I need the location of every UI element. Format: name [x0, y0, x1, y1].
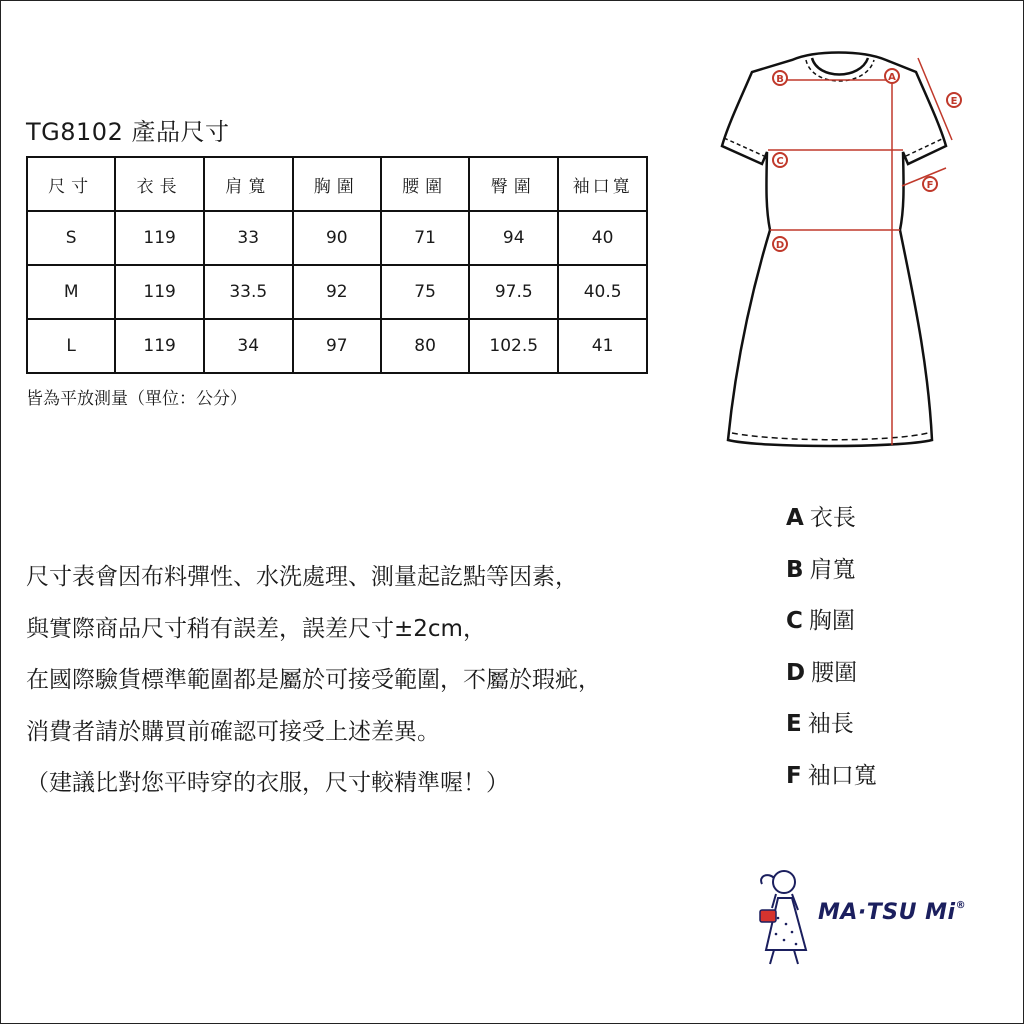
marker-a	[885, 69, 899, 83]
cell-chest: 97	[293, 319, 381, 373]
cell-length: 119	[115, 265, 204, 319]
cell-size: S	[27, 211, 115, 265]
disclaimer-line: 與實際商品尺寸稍有誤差，誤差尺寸±2cm，	[26, 615, 486, 642]
legend-key: A	[786, 505, 804, 531]
legend-key: D	[786, 659, 806, 686]
legend-item	[786, 756, 877, 808]
cell-hip: 102.5	[469, 319, 558, 373]
svg-text:E: E	[950, 96, 958, 107]
marker-d	[773, 237, 787, 251]
marker-b	[773, 71, 787, 85]
disclaimer-paragraph	[26, 556, 746, 814]
header-shoulder: 肩寬	[204, 157, 293, 211]
cell-cuff: 41	[558, 319, 647, 373]
legend-label: 袖長	[807, 711, 854, 737]
legend-item	[786, 653, 877, 705]
legend-key: B	[786, 556, 804, 583]
legend-label: 肩寬	[809, 556, 856, 583]
legend-key: C	[786, 608, 803, 634]
legend-label: 腰圍	[811, 659, 858, 686]
legend-key: E	[786, 711, 802, 737]
cell-cuff: 40.5	[558, 265, 647, 319]
svg-text:F: F	[926, 180, 934, 191]
cell-hip: 97.5	[469, 265, 558, 319]
legend-label: 胸圍	[808, 608, 855, 634]
legend-item	[786, 498, 877, 550]
cell-waist: 80	[381, 319, 469, 373]
header-cuff: 袖口寬	[558, 157, 647, 211]
cell-waist: 71	[381, 211, 469, 265]
table-row	[27, 319, 647, 373]
disclaimer-line: 消費者請於購買前確認可接受上述差異。	[26, 718, 440, 745]
table-row	[27, 265, 647, 319]
disclaimer-line: 在國際驗貨標準範圍都是屬於可接受範圍，不屬於瑕疵，	[26, 667, 601, 693]
cell-length: 119	[115, 319, 204, 373]
measurement-legend	[786, 498, 877, 807]
legend-item	[786, 601, 877, 653]
header-chest: 胸圍	[293, 157, 381, 211]
svg-text:B: B	[776, 74, 784, 85]
cell-shoulder: 34	[204, 319, 293, 373]
header-hip: 臀圍	[469, 157, 558, 211]
legend-key: F	[786, 762, 802, 789]
table-header-row	[27, 157, 647, 211]
cell-size: M	[27, 265, 115, 319]
disclaimer-line: （建議比對您平時穿的衣服，尺寸較精準喔！）	[26, 770, 509, 796]
marker-f	[923, 177, 937, 191]
size-table	[26, 156, 648, 374]
svg-text:D: D	[775, 240, 785, 251]
measurement-note: 皆為平放測量（單位：公分）	[26, 389, 247, 409]
cell-chest: 92	[293, 265, 381, 319]
brand-registered-mark: ®	[955, 900, 967, 911]
cell-shoulder: 33.5	[204, 265, 293, 319]
svg-text:C: C	[776, 156, 784, 167]
brand-logo	[818, 900, 966, 925]
dress-outline	[722, 53, 946, 447]
table-row	[27, 211, 647, 265]
svg-text:A: A	[888, 72, 896, 83]
marker-c	[773, 153, 787, 167]
cell-chest: 90	[293, 211, 381, 265]
header-size: 尺寸	[27, 157, 115, 211]
mascot-girl-icon	[748, 868, 814, 968]
disclaimer-line: 尺寸表會因布料彈性、水洗處理、測量起訖點等因素，	[26, 564, 578, 590]
cell-length: 119	[115, 211, 204, 265]
cell-waist: 75	[381, 265, 469, 319]
brand-name: MA·TSU Mi	[818, 900, 956, 925]
product-title: TG8102 產品尺寸	[26, 118, 230, 146]
marker-e	[947, 93, 961, 107]
cell-size: L	[27, 319, 115, 373]
cell-hip: 94	[469, 211, 558, 265]
header-length: 衣長	[115, 157, 204, 211]
legend-item	[786, 550, 877, 602]
cell-cuff: 40	[558, 211, 647, 265]
header-waist: 腰圍	[381, 157, 469, 211]
legend-label: 衣長	[809, 505, 856, 531]
legend-label: 袖口寬	[807, 762, 877, 789]
cell-shoulder: 33	[204, 211, 293, 265]
dress-diagram	[700, 40, 1000, 460]
legend-item	[786, 704, 877, 756]
